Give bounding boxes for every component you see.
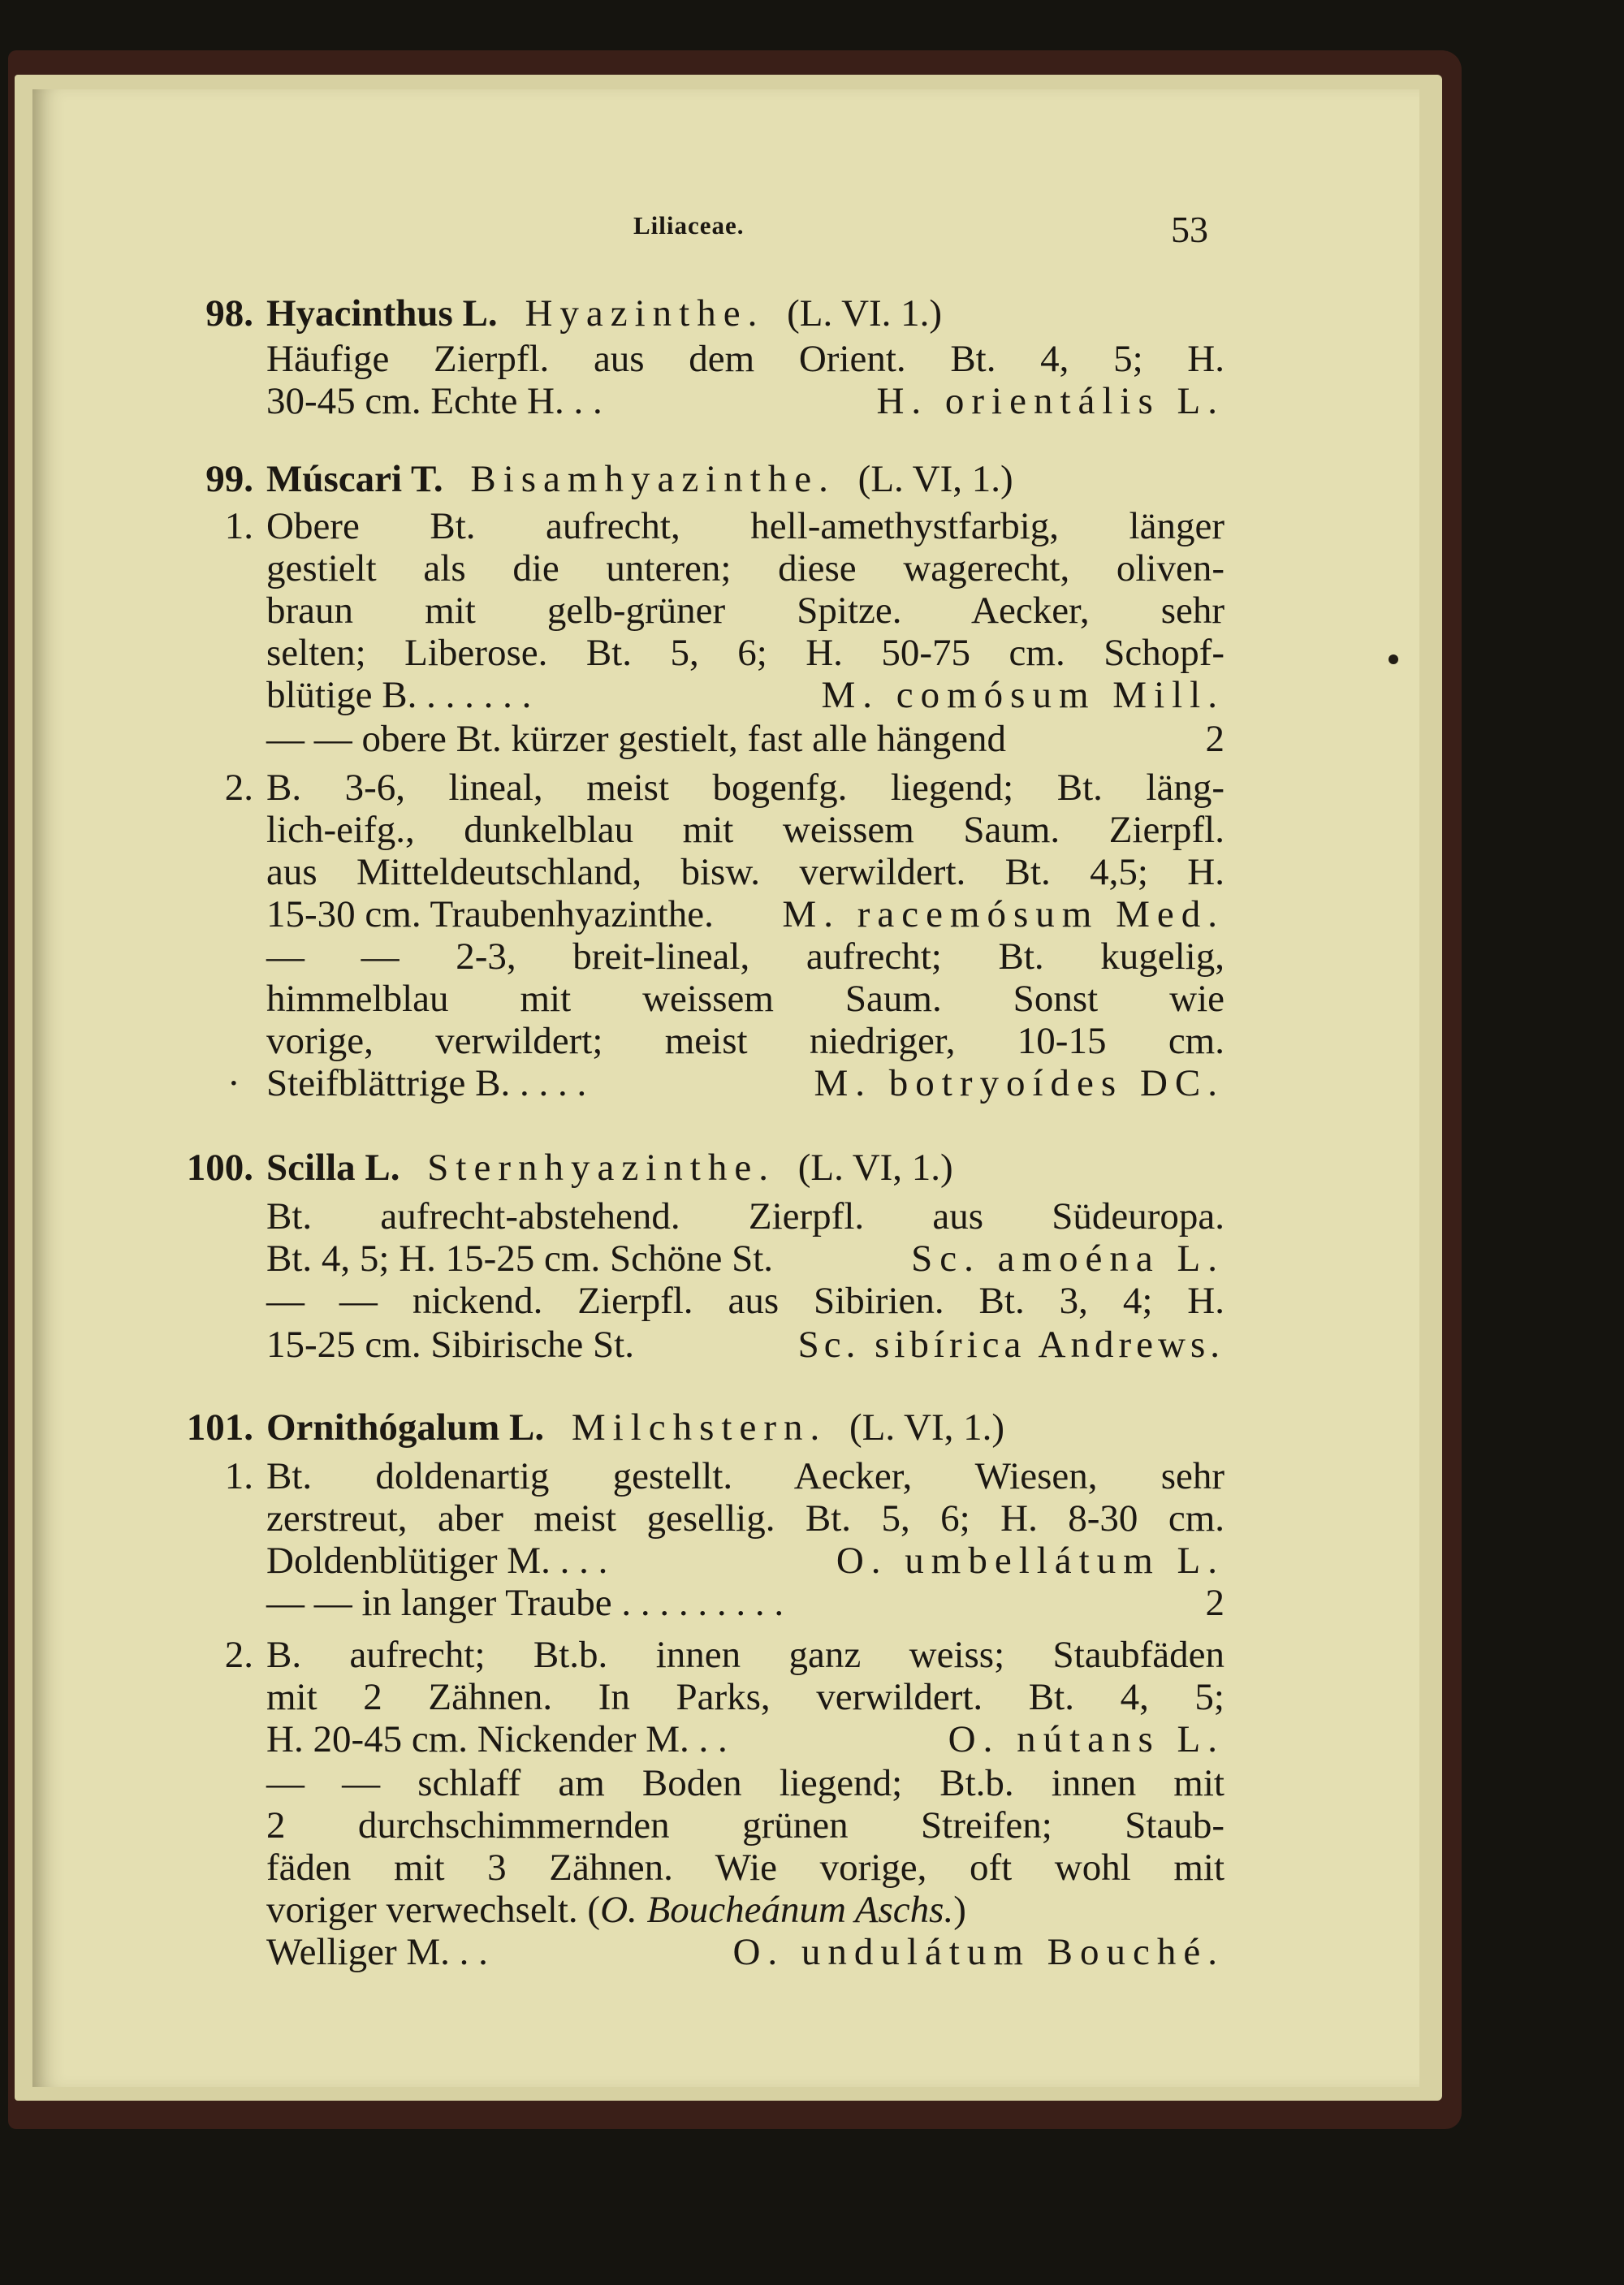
species-name: M. racemósum Med. <box>782 893 1224 935</box>
text-line <box>266 1060 1224 1106</box>
page-number: 53 <box>1171 209 1208 250</box>
text-line <box>266 1929 1224 1975</box>
text-line: — — 2-3, breit-lineal, aufrecht; Bt. kugelig, <box>266 935 1224 978</box>
common-name: Bisamhyazinthe. <box>470 458 836 500</box>
text-line: selten; Liberose. Bt. 5, 6; H. 50-75 cm. Schopf- <box>266 632 1224 674</box>
species-name: M. comósum Mill. <box>821 674 1224 716</box>
species-name: O. nútans L. <box>948 1718 1224 1760</box>
text-line <box>266 1322 1224 1367</box>
synonym: O. Boucheánum Aschs. <box>600 1889 954 1931</box>
description: 30-45 cm. Echte H. . . <box>266 380 603 422</box>
text-line: — — nickend. Zierpfl. aus Sibirien. Bt. 3, 4; H. <box>266 1280 1224 1322</box>
entry-heading <box>266 1405 1224 1450</box>
description: ) <box>953 1889 966 1931</box>
text-line: fäden mit 3 Zähnen. Wie vorige, oft wohl mit <box>266 1847 1224 1889</box>
text-line <box>266 892 1224 937</box>
description: Welliger M. . . <box>266 1931 488 1973</box>
key-number: 2. <box>224 767 253 809</box>
text-line <box>266 1887 1224 1933</box>
text-line: vorige, verwildert; meist niedriger, 10-15 cm. <box>266 1020 1224 1062</box>
description: voriger verwechselt. ( <box>266 1889 601 1931</box>
species-name: Sc. amoéna L. <box>911 1238 1224 1280</box>
book-page <box>32 89 1419 2087</box>
common-name: Milchstern. <box>571 1406 827 1449</box>
description: Doldenblütiger M. . . . <box>266 1540 608 1582</box>
text-line: — — schlaff am Boden liegend; Bt.b. innen mit <box>266 1762 1224 1804</box>
description: Bt. 4, 5; H. 15-25 cm. Schöne St. <box>266 1238 774 1280</box>
text-line <box>266 378 1224 424</box>
text-line: braun mit gelb-grüner Spitze. Aecker, sehr <box>266 590 1224 632</box>
running-head: Liliaceae. <box>633 211 745 240</box>
description: Steifblättrige B. . . . . <box>266 1062 587 1104</box>
species-name: H. orientális L. <box>876 380 1224 422</box>
description: H. 20-45 cm. Nickender M. . . <box>266 1718 728 1760</box>
text-line: aus Mitteldeutschland, bisw. verwildert. Bt. 4,5; H. <box>266 851 1224 893</box>
genus-name: Hyacinthus L. <box>266 292 498 335</box>
margin-mark: · <box>227 1062 240 1104</box>
text-line: Obere Bt. aufrecht, hell-amethystfarbig, länger <box>266 505 1224 547</box>
linnaean-class: (L. VI. 1.) <box>787 292 943 335</box>
entry-number: 101. <box>186 1406 253 1449</box>
description: — — obere Bt. kürzer gestielt, fast alle hängend <box>266 718 1006 760</box>
description: blütige B. . . . . . . <box>266 674 532 716</box>
key-number: 2. <box>224 1634 253 1676</box>
linnaean-class: (L. VI, 1.) <box>849 1406 1005 1449</box>
species-name: O. umbellátum L. <box>836 1540 1224 1582</box>
text-line <box>266 1538 1224 1583</box>
common-name: Sternhyazinthe. <box>427 1147 775 1189</box>
text-line: gestielt als die unteren; diese wagerecht, oliven- <box>266 547 1224 590</box>
key-number: 1. <box>224 505 253 547</box>
description: — — in langer Traube . . . . . . . . . <box>266 1582 784 1624</box>
text-line: zerstreut, aber meist gesellig. Bt. 5, 6; H. 8-30 cm. <box>266 1497 1224 1540</box>
text-line <box>266 1580 1224 1626</box>
description: 15-30 cm. Traubenhyazinthe. <box>266 893 714 935</box>
genus-name: Múscari T. <box>266 458 443 500</box>
key-reference: 2 <box>1205 1582 1224 1624</box>
text-line: B. 3-6, lineal, meist bogenfg. liegend; Bt. läng- <box>266 767 1224 809</box>
text-line: 2 durchschimmernden grünen Streifen; Staub- <box>266 1804 1224 1847</box>
entry-heading <box>266 291 1224 336</box>
text-line <box>266 672 1224 718</box>
entry-heading <box>266 456 1224 502</box>
common-name: Hyazinthe. <box>525 292 765 335</box>
entry-number: 98. <box>205 292 253 335</box>
text-line: Bt. aufrecht-abstehend. Zierpfl. aus Südeuropa. <box>266 1195 1224 1238</box>
text-line <box>266 1717 1224 1762</box>
entry-number: 100. <box>186 1147 253 1189</box>
species-name: Sc. sibírica Andrews. <box>797 1324 1224 1366</box>
text-line: mit 2 Zähnen. In Parks, verwildert. Bt. 4, 5; <box>266 1676 1224 1718</box>
text-line: Häufige Zierpfl. aus dem Orient. Bt. 4, 5; H. <box>266 338 1224 380</box>
text-line: B. aufrecht; Bt.b. innen ganz weiss; Staubfäden <box>266 1634 1224 1676</box>
text-line: lich-eifg., dunkelblau mit weissem Saum. Zierpfl. <box>266 809 1224 851</box>
genus-name: Ornithógalum L. <box>266 1406 545 1449</box>
key-reference: 2 <box>1205 718 1224 760</box>
entry-number: 99. <box>205 458 253 500</box>
margin-dot <box>1389 654 1398 664</box>
species-name: O. undulátum Bouché. <box>732 1931 1224 1973</box>
text-line: Bt. doldenartig gestellt. Aecker, Wiesen, sehr <box>266 1455 1224 1497</box>
genus-name: Scilla L. <box>266 1147 400 1189</box>
entry-heading <box>266 1145 1224 1190</box>
text-line <box>266 716 1224 762</box>
linnaean-class: (L. VI, 1.) <box>857 458 1013 500</box>
description: 15-25 cm. Sibirische St. <box>266 1324 634 1366</box>
key-number: 1. <box>224 1455 253 1497</box>
text-line <box>266 1236 1224 1281</box>
text-line: himmelblau mit weissem Saum. Sonst wie <box>266 978 1224 1020</box>
linnaean-class: (L. VI, 1.) <box>797 1147 953 1189</box>
species-name: M. botryoídes DC. <box>814 1062 1224 1104</box>
